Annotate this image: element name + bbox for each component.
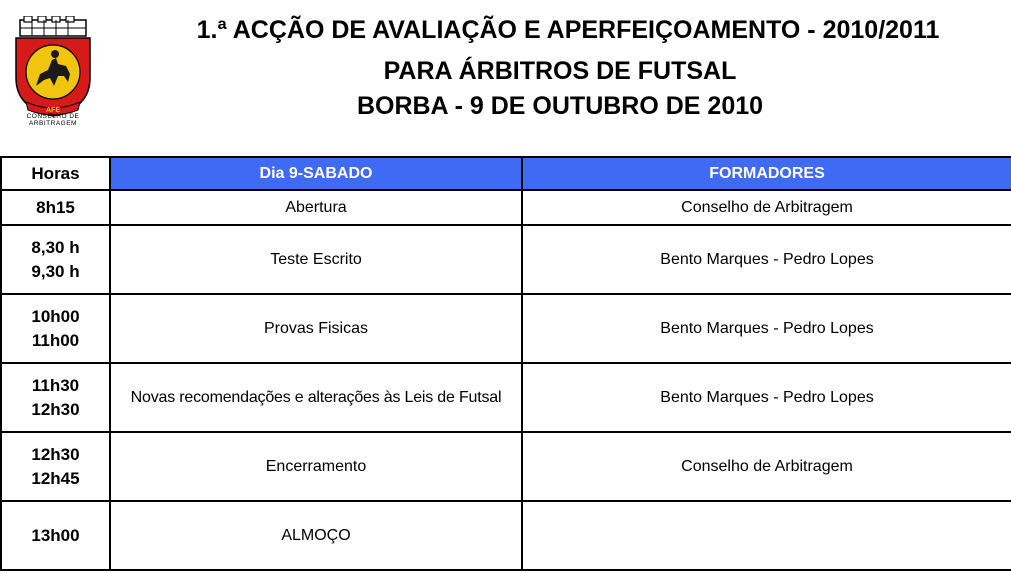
schedule-table [0,156,1011,571]
table-row [1,432,1011,501]
trainers-cell: Conselho de Arbitragem [522,432,1011,501]
activity-cell: Provas Fisicas [110,294,522,363]
hours-cell [1,432,110,501]
hours-cell [1,190,110,225]
page-subtitle: PARA ÁRBITROS DE FUTSAL [383,57,737,85]
activity-cell: Teste Escrito [110,225,522,294]
trainers-cell: Bento Marques - Pedro Lopes [522,294,1011,363]
hours-end: 9,30 h [31,261,80,281]
table-row [1,501,1011,570]
table-row [1,363,1011,432]
hours-start: 13h00 [31,525,80,545]
table-row [1,190,1011,225]
hours-start: 12h30 [31,444,80,464]
logo-caption: CONSELHO DE ARBITRAGEM [26,113,80,127]
hours-cell [1,294,110,363]
table-row [1,225,1011,294]
hours-start: 10h00 [31,306,80,326]
table-header-row [1,157,1011,190]
column-header-trainers: FORMADORES [522,157,1011,190]
hours-start: 11h30 [31,375,80,395]
hours-cell [1,501,110,570]
activity-cell: ALMOÇO [110,501,522,570]
hours-end: 11h00 [31,330,80,350]
hours-start: 8,30 h [31,237,80,257]
trainers-cell: Conselho de Arbitragem [522,190,1011,225]
activity-cell: Encerramento [110,432,522,501]
hours-end: 12h45 [31,468,80,488]
activity-cell: Novas recomendações e alterações às Leis de Futsal [110,363,522,432]
trainers-cell: Bento Marques - Pedro Lopes [522,363,1011,432]
hours-end: 12h30 [31,399,80,419]
trainers-cell [522,501,1011,570]
shield-icon [8,16,98,121]
hours-cell [1,225,110,294]
hours-start: 8h15 [36,197,75,217]
page-title: 1.ª ACÇÃO DE AVALIAÇÃO E APERFEIÇOAMENTO - 2010/2011 [196,16,940,44]
column-header-hours: Horas [1,157,110,190]
activity-cell: Abertura [110,190,522,225]
trainers-cell: Bento Marques - Pedro Lopes [522,225,1011,294]
table-row [1,294,1011,363]
logo-badge-text: AFE [46,107,60,114]
association-logo [8,16,98,126]
hours-cell [1,363,110,432]
event-location-date: BORBA - 9 DE OUTUBRO DE 2010 [356,92,764,120]
column-header-day: Dia 9-SABADO [110,157,522,190]
